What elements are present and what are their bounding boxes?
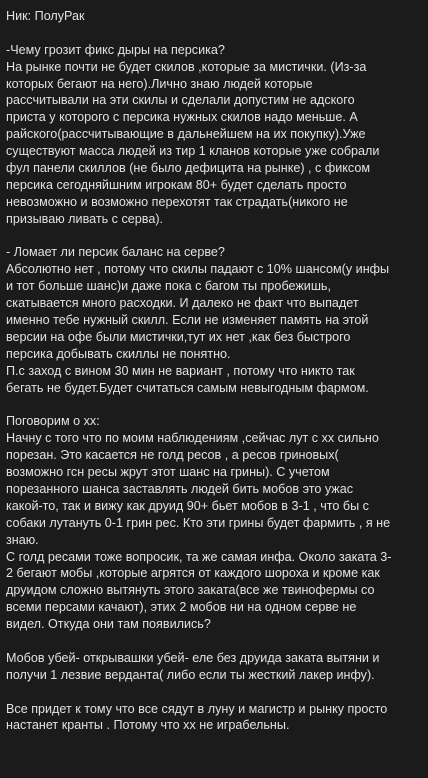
text-line: призываю ливать с серва). [6, 211, 164, 226]
text-line: видел. Откуда они там появились? [6, 617, 211, 632]
text-line: фул панели скиллов (не было дефицита на рынке) , с фиксом [6, 161, 371, 176]
text-line: 2 бегают мобы ,которые агрятся от каждого шороха и кроме как [6, 566, 380, 581]
text-line: приста у которого с персика нужных скилов надо меньше. А [6, 110, 358, 125]
text-line: собаки лутануть 0-1 грин рес. Кто эти грины будет фармить , я не [6, 515, 391, 530]
text-line: скатывается много расходки. И далеко не факт что выпадет [6, 296, 359, 311]
text-line: какой-то, так и вижу как друид 90+ бьет мобов в 3-1 , что бы с [6, 498, 369, 513]
text-line: П.с заход с вином 30 мин не вариант , потому что никто так [6, 363, 355, 378]
text-line: Начну с того что по моим наблюдениям ,сейчас лут с хх сильно [6, 431, 379, 446]
text-line: возможно гсн ресы жрут этот шанс на грины). С учетом [6, 465, 330, 480]
paragraph-spacer [6, 396, 422, 413]
text-line: -Чему грозит фикс дыры на персика? [6, 42, 225, 57]
text-line: - Ломает ли персик баланс на серве? [6, 245, 225, 260]
text-line: персика сегодняйшним игрокам 80+ будет сделать просто [6, 177, 347, 192]
paragraph-spacer [6, 228, 422, 245]
text-line: настанет кранты . Потому что хх не играбельны. [6, 718, 290, 733]
text-line: знаю. [6, 532, 39, 547]
text-line: порезанного шанса заставлять людей бить мобов это ужас [6, 481, 354, 496]
text-line: бегать не будет.Будет считаться самым невыгодным фармом. [6, 380, 369, 395]
section-balance [6, 244, 422, 396]
text-line: На рынке почти не будет скилов ,которые за мистички. (Из-за [6, 59, 367, 74]
section-xx [6, 413, 422, 633]
text-line: рассчитывали на эти скилы и сделали допустим не адского [6, 93, 355, 108]
text-line: существуют масса людей из тир 1 кланов которые уже собрали [6, 144, 380, 159]
section-persik-fix [6, 42, 422, 228]
text-line: которых бегают на него).Лично знаю людей которые [6, 76, 313, 91]
text-line: С голд ресами тоже вопросик, та же самая инфа. Около заката 3- [6, 549, 392, 564]
text-line: Мобов убей- открывашки убей- еле без друида заката вытяни и [6, 650, 380, 665]
text-line: Абсолютно нет , потому что скилы падают с 10% шансом(у инфы [6, 262, 390, 277]
text-line: друидом сложно вытянуть этого заката(все же твинофермы со [6, 583, 375, 598]
text-line: именно тебе нужный скилл. Если не изменяет память на этой [6, 313, 369, 328]
text-line: и тот больше шанс)и даже пока с багом ты пробежишь, [6, 279, 331, 294]
section-mobs [6, 650, 422, 684]
text-line: версии на офе были мистички,тут их нет ,как без быстрого [6, 329, 351, 344]
section-conclusion [6, 701, 422, 735]
text-line: получи 1 лезвие верданта( либо если ты жесткий лакер инфу). [6, 667, 375, 682]
text-line: порезан. Это касается не голд ресов , а ресов гриновых( [6, 448, 339, 463]
text-line: Все придет к тому что все сядут в луну и магистр и рынку просто [6, 701, 388, 716]
text-line: Поговорим о хх: [6, 414, 100, 429]
nick-line: Ник: ПолуРак [6, 9, 85, 23]
text-line: всеми персами качают), этих 2 мобов ни на одном серве не [6, 600, 357, 615]
paragraph-spacer [6, 684, 422, 701]
paragraph-spacer [6, 633, 422, 650]
text-line: невозможно и возможно перехотят так страдать(никого не [6, 194, 348, 209]
text-line: персика добывать скиллы не понятно. [6, 346, 231, 361]
text-line: райского(рассчитывающие в дальнейшем на их покупку).Уже [6, 127, 366, 142]
